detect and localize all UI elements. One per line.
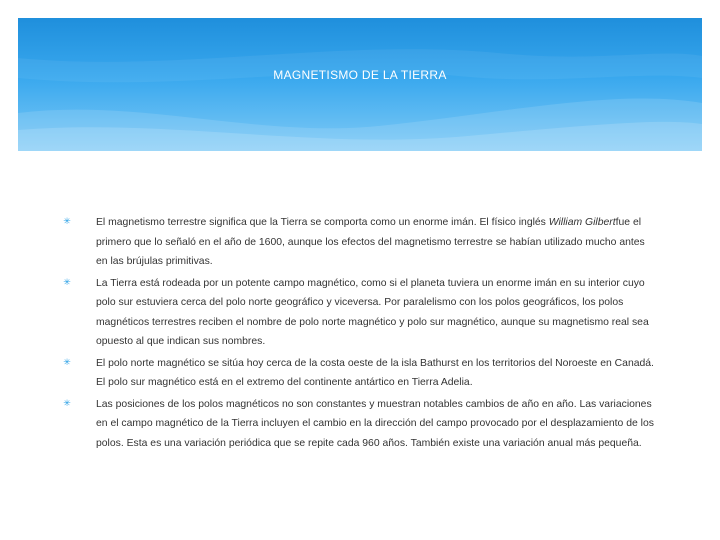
bullet-text [96,213,656,272]
bullet-item [62,274,656,352]
bullet-list [62,213,656,455]
bullet-text: La Tierra está rodeada por un potente campo magnético, como si el planeta tuviera un enorme imán en su interior cuyo polo sur estuviera cerca del polo norte geográfico y viceversa. Por paralelismo con los polos geográficos, los polos magnéticos terrestres reciben el nombre de polo norte magnético y polo sur magnético, aunque su magnetismo real sea opuesto al que indican sus nombres. [96,277,649,347]
bullet-text-start: El magnetismo terrestre significa que la Tierra se comporta como un enorme imán. El físico inglés [96,217,549,228]
wave-decoration [18,18,702,151]
slide-title: MAGNETISMO DE LA TIERRA [273,68,447,82]
title-banner [18,18,702,151]
asterisk-icon: ✳ [63,397,71,408]
bullet-text: Las posiciones de los polos magnéticos no son constantes y muestran notables cambios de año en año. Las variaciones en el campo magnético de la Tierra incluyen el cambio en la dirección del campo provocado por el desplazamiento de los polos. Esta es una variación periódica que se repite cada 960 años. También existe una variación anual más pequeña. [96,398,654,449]
asterisk-icon: ✳ [63,216,71,226]
bullet-emphasis: William Gilbert [548,217,616,228]
asterisk-icon: ✳ [63,276,71,287]
bullet-item [62,395,656,454]
bullet-text: El polo norte magnético se sitúa hoy cerca de la costa oeste de la isla Bathurst en los territorios del Noroeste en Canadá. El polo sur magnético está en el extremo del continente antártico en Tierra Adelia. [96,357,654,388]
asterisk-icon: ✳ [63,356,71,367]
bullet-text-end: fue el primero que lo señaló en el año de 1600, aunque los efectos del magnetismo terrestre se habían utilizado mucho antes en las brújulas primitivas. [96,217,645,267]
bullet-item [62,213,656,272]
bullet-item [62,354,656,393]
